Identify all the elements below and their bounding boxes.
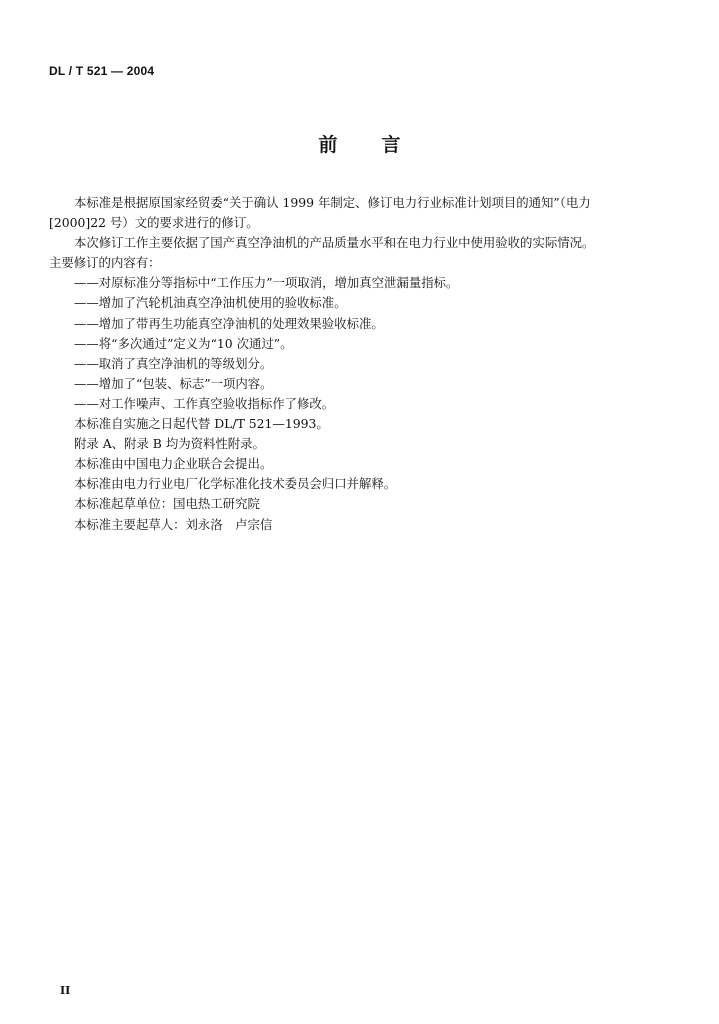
paragraph-line: 本标准起草单位：国电热工研究院 bbox=[74, 496, 260, 512]
list-item: ——将“多次通过”定义为“10 次通过”。 bbox=[74, 335, 293, 351]
paragraph-line: 本标准是根据原国家经贸委“关于确认 1999 年制定、修订电力行业标准计划项目的通知”（电力 bbox=[74, 195, 591, 210]
paragraph-line: 附录 A、附录 B 均为资料性附录。 bbox=[74, 436, 265, 452]
paragraph-line: 本标准由中国电力企业联合会提出。 bbox=[74, 456, 273, 472]
list-item: ——增加了“包装、标志”一项内容。 bbox=[74, 375, 273, 391]
list-item: ——增加了带再生功能真空净油机的处理效果验收标准。 bbox=[74, 315, 384, 331]
page-number: II bbox=[60, 984, 71, 997]
page-title: 前言 bbox=[318, 134, 445, 156]
list-item: ——取消了真空净油机的等级划分。 bbox=[74, 355, 273, 371]
paragraph-line: 本标准自实施之日起代替 DL/T 521—1993。 bbox=[74, 416, 329, 432]
paragraph-line: 本次修订工作主要依据了国产真空净油机的产品质量水平和在电力行业中使用验收的实际情况。 bbox=[74, 235, 595, 251]
list-item: ——对原标准分等指标中“工作压力”一项取消，增加真空泄漏量指标。 bbox=[74, 275, 459, 291]
foreword-body bbox=[49, 193, 677, 535]
document-code-header: DL / T 521 — 2004 bbox=[49, 64, 155, 78]
list-item: ——增加了汽轮机油真空净油机使用的验收标准。 bbox=[74, 295, 347, 311]
paragraph-line: 本标准由电力行业电厂化学标准化技术委员会归口并解释。 bbox=[74, 476, 397, 492]
paragraph-line: 主要修订的内容有： bbox=[49, 255, 161, 271]
paragraph-line: [2000]22 号）文的要求进行的修订。 bbox=[49, 215, 259, 231]
list-item: ——对工作噪声、工作真空验收指标作了修改。 bbox=[74, 395, 335, 411]
paragraph-line: 本标准主要起草人：刘永洛 卢宗信 bbox=[74, 516, 273, 532]
